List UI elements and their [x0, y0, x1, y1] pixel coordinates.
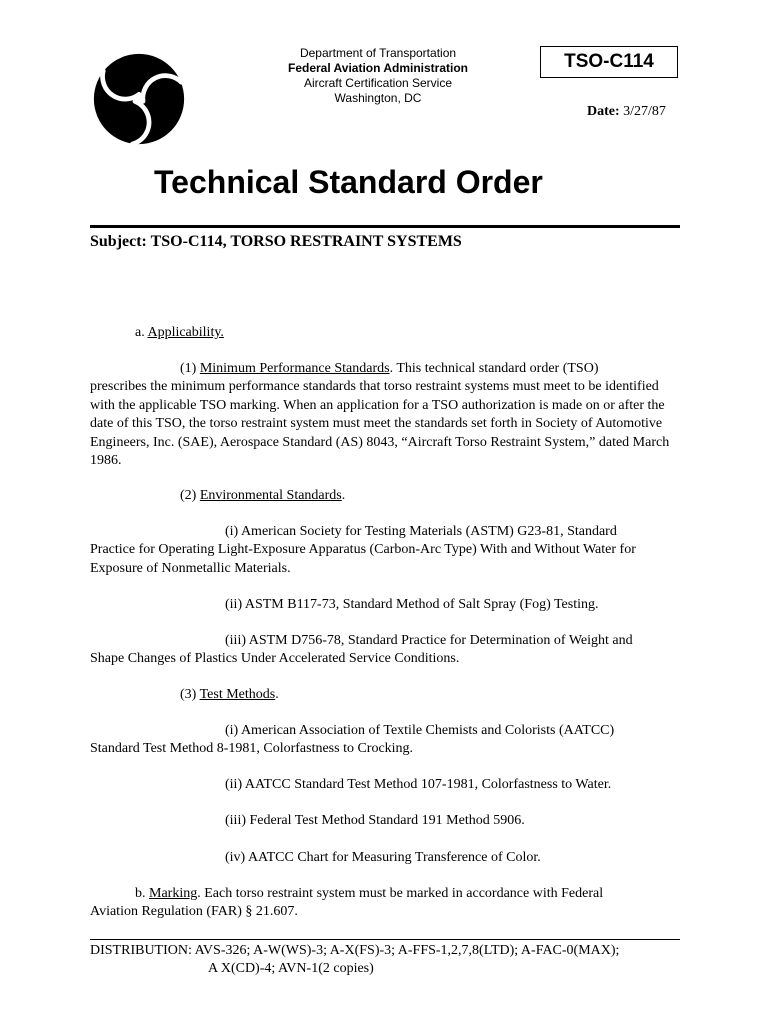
distribution-block — [90, 942, 690, 978]
distribution-line-1 — [90, 942, 690, 960]
date-line — [587, 104, 666, 120]
distribution-label: DISTRIBUTION: — [90, 943, 192, 958]
paragraph-1-body: prescribes the minimum performance standards that torso restraint systems must meet to be identified with the applicable TSO marking. When an application for a TSO authorization is made on or after the date of this TSO, the torso restraint system must meet the standards set forth in Society of Automotive Engineers, Inc. (SAE), Aerospace Standard (AS) 8043, “Aircraft Torso Restraint System,” dated March 1986. — [90, 379, 670, 469]
paragraph-2-heading — [90, 487, 680, 505]
agency-block — [238, 46, 518, 106]
subject-line: Subject: TSO-C114, TORSO RESTRAINT SYSTEMS — [90, 233, 462, 250]
agency-administration: Federal Aviation Administration — [287, 61, 469, 75]
paragraph-1-heading: Minimum Performance Standards — [199, 361, 390, 376]
dot-triskelion-logo — [92, 52, 186, 146]
agency-service: Aircraft Certification Service — [303, 76, 453, 90]
paragraph-2-marker: (2) — [180, 488, 197, 503]
section-b-first-line — [90, 885, 680, 903]
paragraph-3-iii: (iii) Federal Test Method Standard 191 Method 5906. — [225, 813, 525, 828]
paragraph-3-iv: (iv) AATCC Chart for Measuring Transference of Color. — [225, 850, 541, 865]
distribution-list-1: AVS-326; A-W(WS)-3; A-X(FS)-3; A-FFS-1,2,7,8(LTD); A-FAC-0(MAX); — [194, 943, 620, 958]
paragraph-2-iii-body: Shape Changes of Plastics Under Accelerated Service Conditions. — [90, 651, 460, 667]
section-b-heading: Marking — [149, 886, 198, 901]
paragraph-1 — [90, 360, 680, 470]
paragraph-1-line1: . This technical standard order (TSO) — [389, 361, 599, 376]
paragraph-1-marker: (1) — [180, 361, 197, 376]
paragraph-2-ii: (ii) ASTM B117-73, Standard Method of Salt Spray (Fog) Testing. — [225, 597, 599, 612]
section-b-line1: . Each torso restraint system must be marked in accordance with Federal — [197, 886, 604, 901]
paragraph-3-i-body: Standard Test Method 8-1981, Colorfastness to Crocking. — [90, 741, 414, 757]
paragraph-3-i — [90, 722, 680, 759]
agency-department: Department of Transportation — [299, 46, 457, 60]
paragraph-2-title: Environmental Standards — [199, 488, 342, 503]
paragraph-3-heading — [90, 686, 680, 704]
section-b-body: Aviation Regulation (FAR) § 21.607. — [90, 904, 298, 920]
paragraph-2-i-line1: (i) American Society for Testing Materials (ASTM) G23-81, Standard — [225, 524, 617, 539]
paragraph-1-first-line — [90, 360, 680, 378]
section-a-heading — [90, 324, 680, 342]
distribution-rule — [90, 939, 680, 940]
tso-number-box — [540, 46, 678, 78]
paragraph-2-iii — [90, 632, 680, 669]
paragraph-2-i-body: Practice for Operating Light-Exposure Apparatus (Carbon-Arc Type) With and Without Water for Exposure of Nonmetallic Materials. — [90, 542, 636, 576]
paragraph-2-i — [90, 523, 680, 578]
paragraph-3-ii: (ii) AATCC Standard Test Method 107-1981, Colorfastness to Water. — [225, 777, 612, 792]
tso-number: TSO-C114 — [564, 51, 654, 72]
date-label: Date: — [587, 104, 620, 119]
paragraph-2-iii-line1: (iii) ASTM D756-78, Standard Practice for Determination of Weight and — [225, 633, 633, 648]
page-title: Technical Standard Order — [154, 164, 543, 200]
section-b — [90, 885, 680, 922]
paragraph-3-title: Test Methods — [199, 687, 276, 702]
section-b-marker: b. — [135, 886, 146, 901]
title-rule — [90, 225, 680, 228]
paragraph-2-tail: . — [341, 488, 346, 503]
paragraph-3-marker: (3) — [180, 687, 197, 702]
paragraph-3-i-line1: (i) American Association of Textile Chemists and Colorists (AATCC) — [225, 723, 615, 738]
paragraph-3-tail: . — [275, 687, 279, 702]
agency-location: Washington, DC — [334, 91, 422, 105]
section-a-marker: a. — [135, 325, 145, 340]
section-a-title: Applicability. — [147, 325, 224, 340]
distribution-list-2: A X(CD)-4; AVN-1(2 copies) — [208, 961, 374, 976]
date-value: 3/27/87 — [623, 104, 666, 119]
